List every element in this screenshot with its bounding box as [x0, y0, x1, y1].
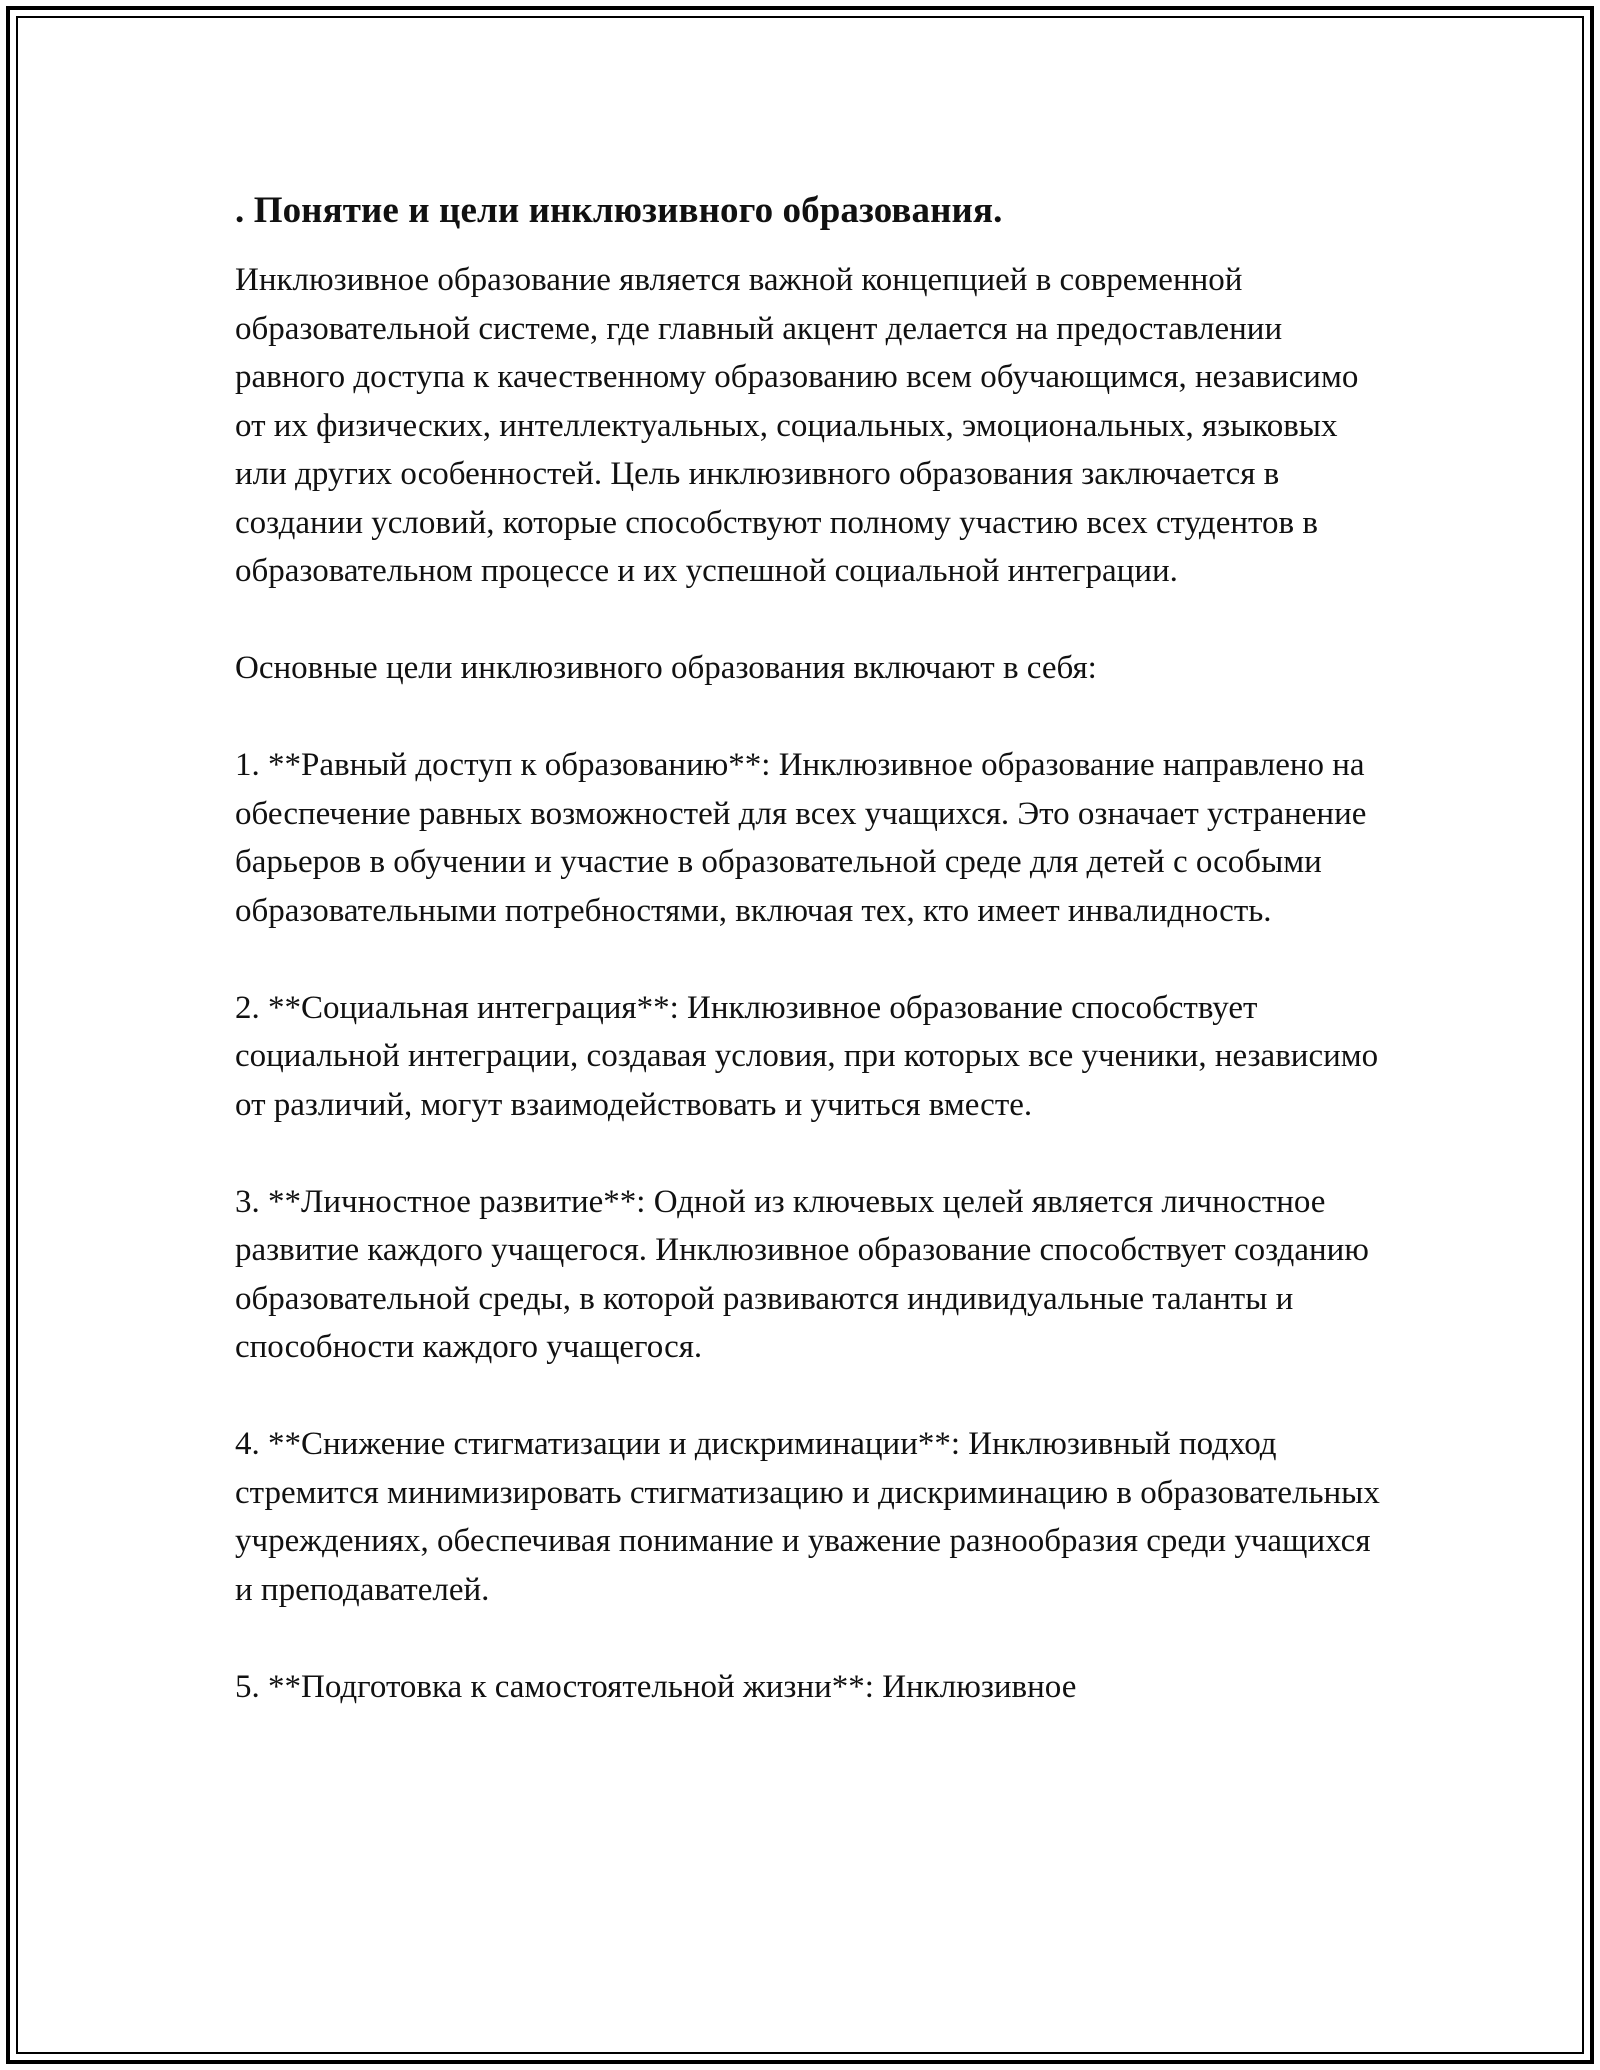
document-body	[235, 188, 1385, 1711]
list-item-personal-development: 3. **Личностное развитие**: Одной из ключевых целей является личностное развитие каждого учащегося. Инклюзивное образование способствует созданию образовательной среды, в которой развиваются индивидуальные таланты и способности каждого учащегося.	[235, 1183, 1369, 1365]
list-item-independent-life: 5. **Подготовка к самостоятельной жизни**: Инклюзивное	[235, 1668, 1077, 1705]
paragraph-goals-lead: Основные цели инклюзивного образования включают в себя:	[235, 650, 1097, 686]
list-item-equal-access: 1. **Равный доступ к образованию**: Инклюзивное образование направлено на обеспечение равных возможностей для всех учащихся. Это означает устранение барьеров в обучении и участие в образовательной среде для детей с особыми образовательными потребностями, включая тех, кто имеет инвалидность.	[235, 747, 1367, 929]
document-title: . Понятие и цели инклюзивного образования.	[235, 190, 1003, 231]
paragraph-intro: Инклюзивное образование является важной концепцией в современной образовательной системе, где главный акцент делается на предоставлении равного доступа к качественному образованию всем обучающимся, независимо от их физических, интеллектуальных, социальных, эмоциональных, языковых или других особенностей. Цель инклюзивного образования заключается в создании условий, которые способствуют полному участию всех студентов в образовательном процессе и их успешной социальной интеграции.	[235, 262, 1359, 589]
list-item-reducing-stigma: 4. **Снижение стигматизации и дискриминации**: Инклюзивный подход стремится минимизировать стигматизацию и дискриминацию в образовательных учреждениях, обеспечивая понимание и уважение разнообразия среди учащихся и преподавателей.	[235, 1426, 1380, 1608]
list-item-social-integration: 2. **Социальная интеграция**: Инклюзивное образование способствует социальной интеграции, создавая условия, при которых все ученики, независимо от различий, могут взаимодействовать и учиться вместе.	[235, 989, 1379, 1123]
